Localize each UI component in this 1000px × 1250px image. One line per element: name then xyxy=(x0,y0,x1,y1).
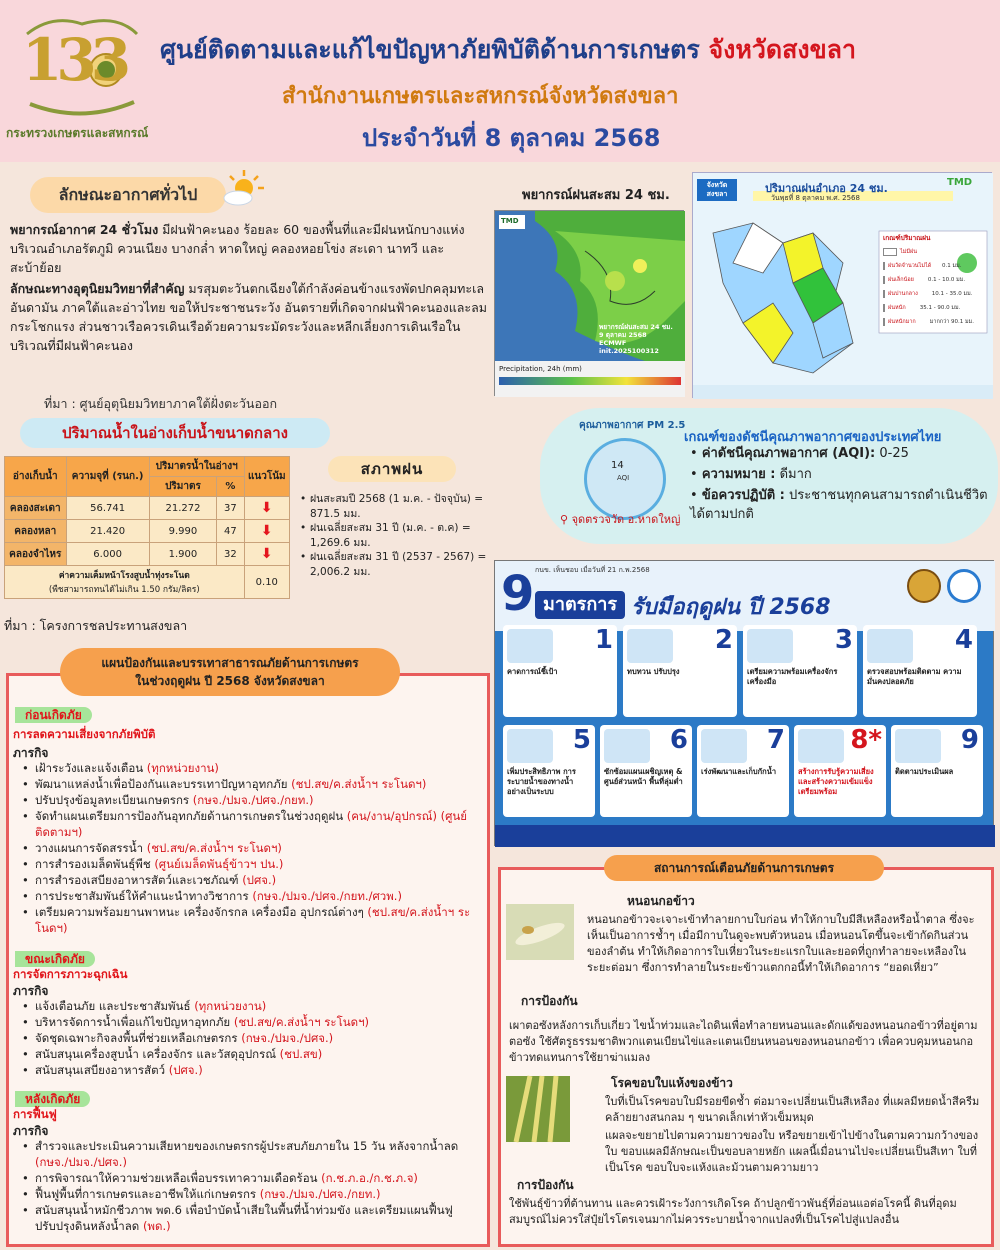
cell-name: คลองจำไหร xyxy=(5,543,67,566)
measures-note: กนข. เห็นชอบ เมื่อวันที่ 21 ก.พ.2568 xyxy=(535,566,650,574)
measures-number: 9 xyxy=(501,566,535,622)
aqi-station xyxy=(560,510,680,528)
rain-legend-range: 0.1 - 10.0 มม. xyxy=(927,277,966,283)
list-item xyxy=(13,856,481,872)
plan-item-text: การสำรองเสบียงอาหารสัตว์และเวชภัณฑ์ xyxy=(35,873,243,887)
salinity-label: ค่าความเค็มหน้าโรงสูบน้ำทุ่งระโนด xyxy=(58,571,190,581)
rain-legend-range: 10.1 - 35.0 มม. xyxy=(931,291,973,297)
measure-card xyxy=(891,725,983,817)
measure-card-illustration xyxy=(604,729,650,763)
plan-item-agency: (ชป.สข) xyxy=(279,1047,323,1061)
cell-capacity: 56.741 xyxy=(66,497,149,520)
plan-item-text: บริหารจัดการน้ำเพื่อแก้ไขปัญหาอุทกภัย xyxy=(35,1015,234,1029)
measure-card-title: เร่งพัฒนาและเก็บกักน้ำ xyxy=(701,767,777,776)
leaf-blight-photo xyxy=(506,1076,570,1142)
rain-legend-item xyxy=(883,245,957,259)
list-item xyxy=(13,808,481,840)
rain-legend-label: ฝนหนักมาก xyxy=(888,319,916,325)
meteo-text: มรสุมตะวันตกเฉียงใต้กำลังค่อนข้างแรงพัดปกคลุมทะเลอันดามัน ภาคใต้และอ่าวไทย ขอให้ประชาชนระวัง อันตรายที่เกิดจากฝนฟ้าคะนองและลมกระโชกแรง ส่วนชาวเรือควรเดินเรือด้วยความระมัดระวังและหลีกเลี่ยงการเดินเรือในบริเวณที่มีฝนฟ้าคะนอง xyxy=(10,281,488,353)
rain-legend-label: ฝนปานกลาง xyxy=(888,291,918,297)
measure-card xyxy=(623,625,737,717)
rain-map-date: วันพุธที่ 8 ตุลาคม พ.ศ. 2568 xyxy=(771,194,860,202)
before-section xyxy=(15,704,92,725)
forecast-caption-line3: ECMWF init.2025100312 xyxy=(599,339,659,355)
pest1-prevent: เผาตอซังหลังการเก็บเกี่ยว ไขน้ำท่วมและไถดินเพื่อทำลายหนอนและดักแด้ของหนอนกอข้าวที่อยู่ตามตอซัง ใช้ศัตรูธรรมชาติพวกแตนเบียนไข่และแตนเบียนหนอนของหนอนกอข้าว เพื่อควบคุมหนอนกอข้าวทดแทนการใช้ยาฆ่าแมลง xyxy=(509,1019,978,1064)
plan-item-text: สนับสนุนน้ำหมักชีวภาพ พด.6 เพื่อบำบัดน้ำเสียในพื้นที่น้ำท่วมขัง และเตรียมแผนฟื้นฟูปรับปรุงดินหลังน้ำลด xyxy=(35,1203,453,1233)
plan-item-text: สนับสนุนเครื่องสูบน้ำ เครื่องจักร และวัสดุอุปกรณ์ xyxy=(35,1047,280,1061)
rain-legend-swatch xyxy=(883,304,885,312)
reservoir-section-title: ปริมาณน้ำในอ่างเก็บน้ำขนาดกลาง xyxy=(20,418,330,448)
measure-card xyxy=(503,725,595,817)
measure-card-title: สร้างการรับรู้ความเสี่ยง และสร้างความเข้มแข็ง เตรียมพร้อม xyxy=(798,767,874,796)
rain-map-title: ปริมาณฝนอำเภอ 24 ชม. xyxy=(765,182,888,195)
district-rain-map xyxy=(692,172,992,398)
measure-card-title: ติดตามประเมินผล xyxy=(895,767,954,776)
arrow-down-icon: ⬇ xyxy=(260,500,273,516)
after-mission: ภารกิจ xyxy=(13,1124,49,1138)
plan-item-agency: (ชป.สข/ค.ส่งน้ำฯ ระโนดฯ) xyxy=(233,1015,370,1029)
measure-card-number: 3 xyxy=(834,625,853,655)
plan-item-agency: (ปศจ.) xyxy=(168,1063,203,1077)
aqi-advice-value: ประชาชนทุกคนสามารถดำเนินชีวิตได้ตามปกติ xyxy=(690,488,988,522)
measure-card-number: 8* xyxy=(850,725,882,755)
rain-legend-label: ฝนหนัก xyxy=(888,305,906,311)
weather-source: ที่มา : ศูนย์อุตุนิยมวิทยาภาคใต้ฝั่งตะวันออก xyxy=(44,396,278,411)
table-row xyxy=(5,566,290,599)
disaster-dept-emblem-icon xyxy=(947,569,981,603)
rain-legend-swatch xyxy=(883,262,885,270)
after-sub: การฟื้นฟู xyxy=(13,1107,57,1121)
measure-card-illustration xyxy=(627,629,673,663)
table-row xyxy=(5,497,290,520)
plan-item-text: ฟื้นฟูพื้นที่การเกษตรและอาชีพให้แก่เกษตรกร xyxy=(35,1187,260,1201)
list-item: • ข้อควรปฏิบัติ : ประชาชนทุกคนสามารถดำเนินชีวิตได้ตามปกติ xyxy=(690,488,988,522)
pest1-prevent-label: การป้องกัน xyxy=(521,994,578,1008)
forecast-label: พยากรณ์อากาศ 24 ชั่วโมง xyxy=(10,222,159,237)
col-volume: ปริมาตร xyxy=(149,477,216,497)
aqi-station-label: จุดตรวจวัด อ.หาดใหญ่ xyxy=(571,513,681,526)
rain-legend-item xyxy=(883,287,973,301)
plan-item-agency: (ทุกหน่วยงาน) xyxy=(146,761,219,775)
measure-card xyxy=(794,725,886,817)
list-item: • ความหมาย : ดีมาก xyxy=(690,467,812,482)
list-item xyxy=(13,1138,481,1170)
page-subtitle: สำนักงานเกษตรและสหกรณ์จังหวัดสงขลา xyxy=(282,84,679,109)
plan-item-text: ปรับปรุงข้อมูลทะเบียนเกษตรกร xyxy=(35,793,193,807)
measure-card-illustration xyxy=(507,729,553,763)
measure-card-number: 4 xyxy=(954,625,973,655)
title-province: จังหวัดสงขลา xyxy=(708,35,857,64)
col-percent: % xyxy=(217,477,244,497)
plan-item-agency: (กษจ./ปมจ./ปศจ./กยท.) xyxy=(259,1187,381,1201)
plan-title xyxy=(60,648,400,696)
list-item xyxy=(13,792,481,808)
plan-item-text: การประชาสัมพันธ์ให้คำแนะนำทางวิชาการ xyxy=(35,889,253,903)
measure-card-number: 7 xyxy=(766,725,785,755)
plan-item-agency: (ทุกหน่วยงาน) xyxy=(194,999,267,1013)
before-mission: ภารกิจ xyxy=(13,746,49,760)
list-item xyxy=(13,760,481,776)
during-mission: ภารกิจ xyxy=(13,984,49,998)
rain-legend-item xyxy=(883,259,962,273)
rain-legend-label: ไม่มีฝน xyxy=(900,249,917,255)
reservoir-table xyxy=(4,456,290,599)
measure-card xyxy=(743,625,857,717)
list-item: • ฝนเฉลี่ยสะสม 31 ปี (ม.ค. - ต.ค) = 1,269.6 มม. xyxy=(300,521,494,550)
logo-number: 133 xyxy=(22,26,126,94)
list-item xyxy=(13,888,481,904)
arrow-down-icon: ⬇ xyxy=(260,523,273,539)
rain-legend-swatch xyxy=(883,248,897,256)
list-item xyxy=(13,1030,481,1046)
list-item xyxy=(13,872,481,888)
forecast-caption-line2: 9 ตุลาคม 2568 xyxy=(599,331,647,339)
plan-item-text: จัดชุดเฉพาะกิจลงพื้นที่ช่วยเหลือเกษตรกร xyxy=(35,1031,242,1045)
location-pin-icon: ⚲ xyxy=(560,513,569,526)
list-item xyxy=(13,1186,481,1202)
cell-name: คลองหลา xyxy=(5,520,67,543)
plan-item-agency: (ปศจ.) xyxy=(242,873,277,887)
list-item xyxy=(13,776,481,792)
list-item: • ฝนสะสมปี 2568 (1 ม.ค. - ปัจจุบัน) = 871.5 มม. xyxy=(300,492,494,521)
plan-item-text: การสำรองเมล็ดพันธุ์พืช xyxy=(35,857,155,871)
pest1-title: หนอนกอข้าว xyxy=(627,894,695,908)
page-date: ประจำวันที่ 8 ตุลาคม 2568 xyxy=(362,124,661,152)
measure-card xyxy=(697,725,789,817)
cell-percent: 32 xyxy=(217,543,244,566)
poster-footer xyxy=(495,825,995,847)
measure-card-illustration xyxy=(747,629,793,663)
plan-item-text: การพิจารณาให้ความช่วยเหลือเพื่อบรรเทาความเดือดร้อน xyxy=(35,1171,322,1185)
agency-emblem-icon xyxy=(907,569,941,603)
rain-status-title: สภาพฝน xyxy=(328,456,456,482)
list-item xyxy=(13,904,481,936)
list-item xyxy=(13,1170,481,1186)
list-item xyxy=(13,840,481,856)
cell-capacity: 6.000 xyxy=(66,543,149,566)
weather-description xyxy=(10,220,490,357)
forecast-rain-map xyxy=(494,210,684,396)
rain-map-badge: จังหวัด สงขลา xyxy=(706,181,728,198)
aqi-meaning-value: ดีมาก xyxy=(779,467,812,482)
during-list xyxy=(13,998,481,1078)
aqi-value: 14 xyxy=(611,460,624,471)
rain-map-brand: TMD xyxy=(947,177,973,188)
list-item: • ฝนเฉลี่ยสะสม 31 ปี (2537 - 2567) = 2,006.2 มม. xyxy=(300,550,494,579)
cell-volume: 9.990 xyxy=(149,520,216,543)
rain-legend-range: มากกว่า 90.1 มม. xyxy=(929,319,975,325)
aqi-criteria-title: เกณฑ์ของดัชนีคุณภาพอากาศของประเทศไทย xyxy=(684,430,942,445)
plan-item-text: เตรียมความพร้อมยานพาหนะ เครื่องจักรกล เครื่องมือ อุปกรณ์ต่างๆ xyxy=(35,905,368,919)
measures-poster xyxy=(494,560,994,846)
plan-item-agency: (ก.ช.ภ.อ./ก.ช.ภ.จ) xyxy=(321,1171,418,1185)
col-current: ปริมาตรน้ำในอ่างฯ xyxy=(149,457,244,477)
rain-legend-item xyxy=(883,273,966,287)
aqi-index-value: 0-25 xyxy=(879,446,909,461)
forecast-map-caption xyxy=(599,323,683,355)
arrow-down-icon: ⬇ xyxy=(260,546,273,562)
cell-trend xyxy=(244,520,289,543)
measure-card-number: 9 xyxy=(960,725,979,755)
plan-item-text: เฝ้าระวังและแจ้งเตือน xyxy=(35,761,147,775)
pest2-title: โรคขอบใบแห้งของข้าว xyxy=(611,1076,733,1090)
aqi-unit: AQI xyxy=(617,474,630,482)
cell-trend xyxy=(244,497,289,520)
measure-cards xyxy=(503,625,987,825)
list-item: ใบที่เป็นโรคขอบใบมีรอยขีดช้ำ ต่อมาจะเปลี่ยนเป็นสีเหลือง ที่แผลมีหยดน้ำสีครีมคล้ายยางสนกลม ๆ ขนาดเล็กเท่าหัวเข็มหมุด xyxy=(605,1095,980,1124)
aqi-ring-label: คุณภาพอากาศ PM 2.5 xyxy=(579,420,686,431)
measures-title: รับมือฤดูฝน ปี 2568 xyxy=(631,595,831,620)
stem-borer-photo xyxy=(506,904,574,960)
aqi-index-label: ค่าดัชนีคุณภาพอากาศ (AQI): xyxy=(701,446,876,461)
rain-legend-item xyxy=(883,301,961,315)
plan-item-text: จัดทำแผนเตรียมการป้องกันอุทกภัยด้านการเกษตรในช่วงฤดูฝน xyxy=(35,809,347,823)
rain-status-list xyxy=(300,492,494,579)
salinity-note: (พืชสามารถทนได้ไม่เกิน 1.50 กรัม/ลิตร) xyxy=(48,585,200,595)
plan-item-agency: (พด.) xyxy=(142,1219,171,1233)
measure-card-number: 6 xyxy=(669,725,688,755)
list-item xyxy=(13,1014,481,1030)
aqi-meaning-label: ความหมาย : xyxy=(701,467,776,482)
plan-item-text: สำรวจและประเมินความเสียหายของเกษตรกรผู้ประสบภัยภายใน 15 วัน หลังจากน้ำลด xyxy=(35,1139,459,1153)
rain-legend xyxy=(883,245,975,329)
plan-item-agency: (ชป.สข/ค.ส่งน้ำฯ ระโนดฯ) xyxy=(146,841,282,855)
rain-legend-label: ฝนวัดจำนวนไม่ได้ xyxy=(888,263,932,269)
situation-title: สถานการณ์เตือนภัยด้านการเกษตร xyxy=(604,855,884,881)
cell-percent: 47 xyxy=(217,520,244,543)
plan-title-line2: ในช่วงฤดูฝน ปี 2568 จังหวัดสงขลา xyxy=(135,674,325,688)
rain-legend-range: 35.1 - 90.0 มม. xyxy=(919,305,961,311)
plan-item-agency: (ชป.สข/ค.ส่งน้ำฯ ระโนดฯ) xyxy=(35,905,471,935)
rain-legend-range: 0.1 มม. xyxy=(942,263,962,269)
measure-card-title: คาดการณ์ชี้เป้า xyxy=(507,667,558,676)
disaster-plan-panel xyxy=(6,673,490,1247)
plan-item-text: พัฒนาแหล่งน้ำเพื่อป้องกันและบรรเทาปัญหาอุทกภัย xyxy=(35,777,292,791)
forecast-map-title: พยากรณ์ฝนสะสม 24 ชม. xyxy=(522,188,670,203)
measure-card-illustration xyxy=(895,729,941,763)
rain-legend-swatch xyxy=(883,276,885,284)
list-item xyxy=(13,1062,481,1078)
list-item xyxy=(13,1202,481,1234)
measure-card xyxy=(863,625,977,717)
table-row xyxy=(5,520,290,543)
cell-name: คลองสะเดา xyxy=(5,497,67,520)
plan-item-agency: (กษจ./ปมจ./ปศจ./กยท.) xyxy=(192,793,314,807)
forecast-map-brand: TMD xyxy=(501,217,519,225)
table-row xyxy=(5,543,290,566)
salinity-value: 0.10 xyxy=(244,566,289,599)
aqi-criteria-list xyxy=(690,442,990,524)
cell-volume: 21.272 xyxy=(149,497,216,520)
measure-card-illustration xyxy=(867,629,913,663)
title-main: ศูนย์ติดตามและแก้ไขปัญหาภัยพิบัติด้านการเกษตร xyxy=(160,35,700,64)
measure-card-title: ทบทวน ปรับปรุง xyxy=(627,667,680,676)
rain-legend-swatch xyxy=(883,290,885,298)
page-title xyxy=(160,30,856,70)
rain-legend-label: ฝนเล็กน้อย xyxy=(888,277,914,283)
before-tag: ก่อนเกิดภัย xyxy=(15,707,92,723)
cell-volume: 1.900 xyxy=(149,543,216,566)
cell-trend xyxy=(244,543,289,566)
forecast-scale-label: Precipitation, 24h (mm) xyxy=(499,365,582,373)
after-tag: หลังเกิดภัย xyxy=(15,1091,90,1107)
pest2-prevent: ใช้พันธุ์ข้าวที่ต้านทาน และควรเฝ้าระวังการเกิดโรค ถ้าปลูกข้าวพันธุ์ที่อ่อนแอต่อโรคนี้ ดินที่อุดมสมบูรณ์ไม่ควรใส่ปุ๋ยไรโตรเจนมากไม่ควรระบายน้ำจากแปลงที่เป็นโรคไปสู่แปลงอื่น xyxy=(509,1197,957,1226)
cell-capacity: 21.420 xyxy=(66,520,149,543)
list-item xyxy=(13,998,481,1014)
rain-legend-item xyxy=(883,315,975,329)
measure-card-number: 2 xyxy=(714,625,733,655)
salinity-label-cell xyxy=(5,566,245,599)
after-list xyxy=(13,1138,481,1234)
plan-item-agency: (กษจ./ปมจ./ปศจ.) xyxy=(241,1031,334,1045)
list-item: แผลจะขยายไปตามความยาวของใบ หรือขยายเข้าไปข้างในตามความกว้างของใบ ขอบแผลมีลักษณะเป็นขอบลายหยัก แผลนี้เมื่อนานไปจะเปลี่ยนเป็นสีเทา ใบที่เป็นโรค ขอบใบจะแห้งและม้วนตามความยาว xyxy=(605,1129,979,1174)
aqi-advice-label: ข้อควรปฏิบัติ : xyxy=(701,488,785,503)
pest2-list xyxy=(593,1094,987,1176)
weather-section-title: ลักษณะอากาศทั่วไป xyxy=(30,177,226,213)
measure-card-title: ซักซ้อมแผนเผชิญเหตุ & ศูนย์ส่วนหน้า พื้นที่ลุ่มต่ำ xyxy=(604,767,683,786)
measure-card-number: 5 xyxy=(572,725,591,755)
forecast-text: มีฝนฟ้าคะนอง ร้อยละ 60 ของพื้นที่และมีฝนหนักบางแห่ง บริเวณอำเภอรัตภูมิ ควนเนียง บางกล่ำ หาดใหญ่ คลองหอยโข่ง สะเดา นาทวี และสะบ้าย้อย xyxy=(10,222,465,275)
list-item xyxy=(13,1046,481,1062)
before-list xyxy=(13,760,481,936)
col-name: อ่างเก็บน้ำ xyxy=(5,457,67,497)
list-item: • ค่าดัชนีคุณภาพอากาศ (AQI): 0-25 xyxy=(690,446,909,461)
reservoir-source: ที่มา : โครงการชลประทานสงขลา xyxy=(4,618,188,633)
measure-card-title: เพิ่มประสิทธิภาพ การระบายน้ำของทางน้ำ อย่างเป็นระบบ xyxy=(507,767,576,796)
plan-item-agency: (ชป.สข/ค.ส่งน้ำฯ ระโนดฯ) xyxy=(291,777,427,791)
ministry-caption: กระทรวงเกษตรและสหกรณ์ xyxy=(6,126,149,140)
measure-card-number: 1 xyxy=(594,625,613,655)
measure-card-illustration xyxy=(507,629,553,663)
plan-item-text: แจ้งเตือนภัย และประชาสัมพันธ์ xyxy=(35,999,195,1013)
rain-legend-title: เกณฑ์ปริมาณฝน xyxy=(883,234,931,242)
measure-card xyxy=(600,725,692,817)
measures-label: มาตรการ xyxy=(535,591,625,619)
rain-legend-swatch xyxy=(883,318,885,326)
col-trend: แนวโน้ม xyxy=(244,457,289,497)
measure-card-title: ตรวจสอบพร้อมติดตาม ความมั่นคงปลอดภัย xyxy=(867,667,962,686)
plan-item-agency: (กษจ./ปมจ./ปศจ.) xyxy=(35,1155,127,1169)
forecast-caption-line1: พยากรณ์ฝนสะสม 24 ชม. xyxy=(599,323,673,331)
pest1-text: หนอนกอข้าวจะเจาะเข้าทำลายกาบใบก่อน ทำให้กาบใบมีสีเหลืองหรือน้ำตาล ซึ่งจะเห็นเป็นอาการช้ำๆ เมื่อมีกาบในดูจะพบตัวหนอน เมื่อหนอนโตขึ้นจะเข้ากัดกินส่วนของลำต้น ทำให้เกิดอาการใบเหี่ยวในระยะแรกใบและยอดที่ถูกทำลายจะเหลืองในระยะต่อมา ซึ่งการทำลายในระยะข้าวแตกกอนี้ทำให้เกิดอาการ “ยอดเหี่ยว” xyxy=(587,913,975,974)
during-tag: ขณะเกิดภัย xyxy=(15,951,95,967)
plan-item-text: สนับสนุนเสบียงอาหารสัตว์ xyxy=(35,1063,169,1077)
measure-card xyxy=(503,625,617,717)
plan-title-line1: แผนป้องกันและบรรเทาสาธารณภัยด้านการเกษตร xyxy=(101,656,359,670)
cell-percent: 37 xyxy=(217,497,244,520)
plan-item-agency: (ศูนย์เมล็ดพันธุ์ข้าวฯ ปน.) xyxy=(154,857,284,871)
measure-card-illustration xyxy=(701,729,747,763)
col-capacity: ความจุที่ (รนก.) xyxy=(66,457,149,497)
pest2-prevent-label: การป้องกัน xyxy=(517,1178,574,1192)
sun-cloud-icon xyxy=(220,168,266,208)
measure-card-title: เตรียมความพร้อมเครื่องจักร เครื่องมือ xyxy=(747,667,838,686)
before-sub: การลดความเสี่ยงจากภัยพิบัติ xyxy=(13,727,156,741)
plan-item-agency: (คน/งาน/อุปกรณ์) (ศูนย์ติดตามฯ) xyxy=(35,809,467,839)
plan-item-text: วางแผนการจัดสรรน้ำ xyxy=(35,841,147,855)
measure-card-illustration xyxy=(798,729,844,763)
meteo-label: ลักษณะทางอุตุนิยมวิทยาที่สำคัญ xyxy=(10,281,185,296)
during-sub: การจัดการภาวะฉุกเฉิน xyxy=(13,967,128,981)
plan-item-agency: (กษจ./ปมจ./ปศจ./กยท./ศวพ.) xyxy=(252,889,402,903)
